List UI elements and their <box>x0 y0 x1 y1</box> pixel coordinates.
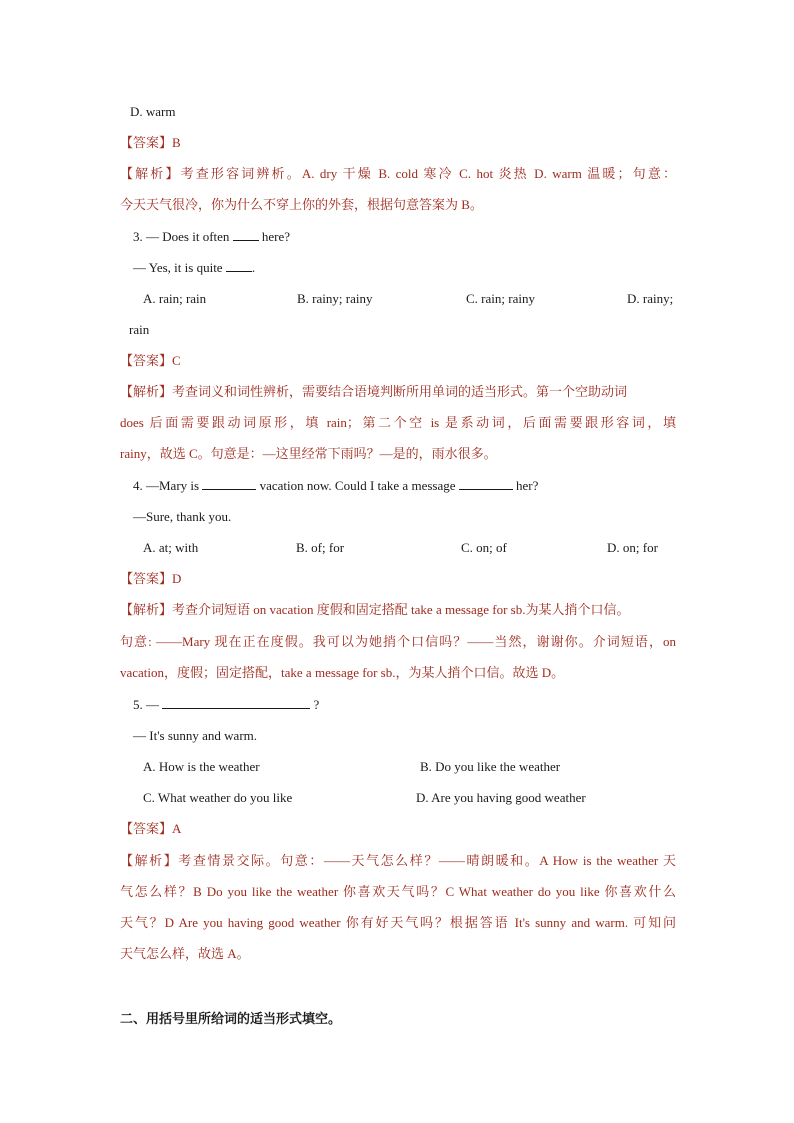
q4-option-c[interactable]: C. on; of <box>461 540 507 555</box>
section-heading: 二、用括号里所给词的适当形式填空。 <box>120 1011 342 1026</box>
q2-analysis-line-2: 今天天气很冷，你为什么不穿上你的外套，根据句意答案为 B。 <box>120 197 483 212</box>
q3-stem-b: here? <box>258 229 291 244</box>
analysis-tag: 【解析】 <box>120 602 173 617</box>
q5-analysis-line-3: 天气？D Are you having good weather 你有好天气吗？根据答语 It's sunny and warm. 可知问 <box>120 915 676 930</box>
q5-blank[interactable] <box>162 696 310 709</box>
analysis-text: 考查词义和词性辨析，需要结合语境判断所用单词的适当形式。第一个空助动词 <box>172 384 628 399</box>
q3-option-d-cont: rain <box>129 322 150 337</box>
q4-reply: —Sure, thank you. <box>133 509 232 524</box>
q5-option-c[interactable]: C. What weather do you like <box>143 790 293 805</box>
answer-tag: 【答案】 <box>120 571 173 586</box>
q3-reply <box>133 259 255 277</box>
answer-value: A <box>172 821 182 836</box>
q3-option-d[interactable]: D. rainy; <box>627 291 674 306</box>
q4-answer <box>120 570 181 588</box>
q4-stem-c: her? <box>512 478 539 493</box>
q2-analysis-line-1 <box>120 165 676 183</box>
q4-analysis-line-2: 句意: ——Mary 现在正在度假。我可以为她捎个口信吗？——当然，谢谢你。介词短语，on <box>120 634 676 649</box>
analysis-text: 考查情景交际。句意：——天气怎么样？——晴朗暖和。A How is the weather 天 <box>178 853 676 868</box>
q3-option-a[interactable]: A. rain; rain <box>143 291 207 306</box>
q4-blank-1[interactable] <box>202 477 256 490</box>
q3-analysis-line-2: does 后面需要跟动词原形，填 rain；第二个空 is 是系动词，后面需要跟形容词，填 <box>120 415 676 430</box>
q4-stem-a: 4. —Mary is <box>133 478 203 493</box>
answer-value: B <box>172 135 181 150</box>
q3-reply-b: . <box>251 260 256 275</box>
q5-analysis-line-4: 天气怎么样，故选 A。 <box>120 946 250 961</box>
q3-answer <box>120 352 181 370</box>
q5-stem-a: 5. — <box>133 697 163 712</box>
q5-reply: — It's sunny and warm. <box>133 728 258 743</box>
q5-stem-b: ? <box>310 697 320 712</box>
answer-tag: 【答案】 <box>120 821 173 836</box>
q2-answer <box>120 134 181 152</box>
q5-option-d[interactable]: D. Are you having good weather <box>416 790 586 805</box>
q4-analysis-line-3: vacation，度假；固定搭配，take a message for sb.，为某人捎个口信。故选 D。 <box>120 665 565 680</box>
answer-value: C <box>172 353 181 368</box>
q2-option-d: D. warm <box>130 104 176 119</box>
q3-analysis-line-1 <box>120 383 627 401</box>
q3-blank-2[interactable] <box>226 259 252 272</box>
q4-option-d[interactable]: D. on; for <box>607 540 658 555</box>
q3-option-b[interactable]: B. rainy; rainy <box>297 291 373 306</box>
q5-analysis-line-2: 气怎么样？B Do you like the weather 你喜欢天气吗？C What weather do you like 你喜欢什么 <box>120 884 676 899</box>
q3-blank-1[interactable] <box>233 228 259 241</box>
analysis-tag: 【解析】 <box>120 384 173 399</box>
q4-option-b[interactable]: B. of; for <box>296 540 345 555</box>
analysis-text: 考查介词短语 on vacation 度假和固定搭配 take a message for sb.为某人捎个口信。 <box>172 602 630 617</box>
q4-stem-b: vacation now. Could I take a message <box>256 478 459 493</box>
answer-tag: 【答案】 <box>120 135 173 150</box>
q4-analysis-line-1 <box>120 601 629 619</box>
q4-blank-2[interactable] <box>459 477 513 490</box>
q3-stem <box>133 228 290 246</box>
q3-reply-a: — Yes, it is quite <box>133 260 226 275</box>
answer-tag: 【答案】 <box>120 353 173 368</box>
q5-analysis-line-1 <box>120 852 676 870</box>
q4-option-a[interactable]: A. at; with <box>143 540 199 555</box>
analysis-text: 考查形容词辨析。A. dry 干燥 B. cold 寒冷 C. hot 炎热 D. warm 温暖；句意： <box>180 166 676 181</box>
analysis-tag: 【解析】 <box>120 853 179 868</box>
q5-stem <box>133 696 319 714</box>
q3-stem-a: 3. — Does it often <box>133 229 233 244</box>
q5-option-b[interactable]: B. Do you like the weather <box>420 759 561 774</box>
answer-value: D <box>172 571 182 586</box>
analysis-tag: 【解析】 <box>120 166 181 181</box>
q3-option-c[interactable]: C. rain; rainy <box>466 291 535 306</box>
q5-option-a[interactable]: A. How is the weather <box>143 759 260 774</box>
q4-stem <box>133 477 538 495</box>
q3-analysis-line-3: rainy，故选 C。句意是：—这里经常下雨吗？—是的，雨水很多。 <box>120 446 497 461</box>
q5-answer <box>120 820 181 838</box>
